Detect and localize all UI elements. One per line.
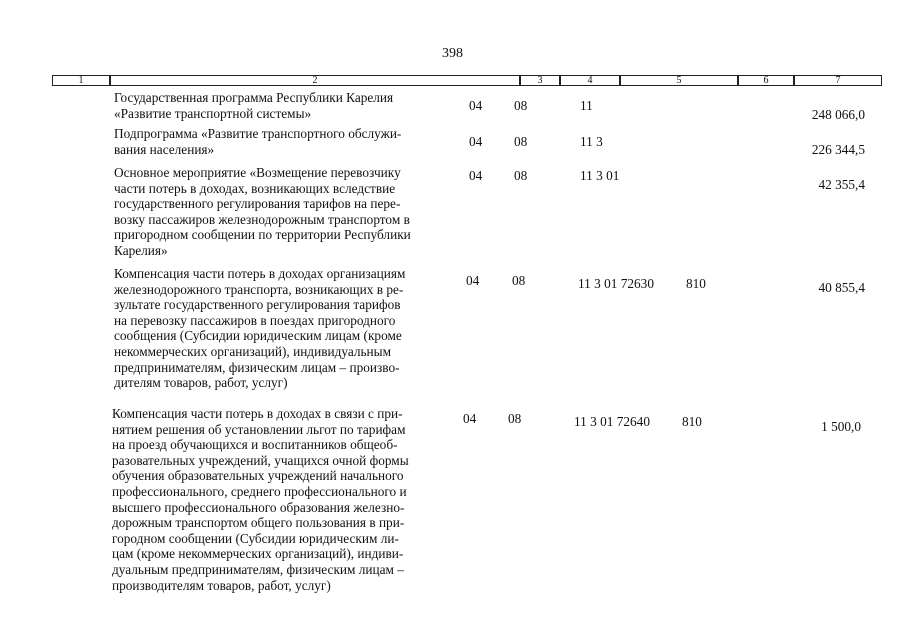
section-code: 04 [469,134,483,149]
header-col-7: 7 [794,75,882,86]
row-description: Основное мероприятие «Возмещение перевозчику части потерь в доходах, возникающих вследствие государственного регулирования тарифов на пере- возку пассажиров железнодорожным транспортом в пригородном сообщении по территории Республики Карелия» [114,165,411,258]
header-col-6: 6 [738,75,794,86]
page-number: 398 [442,46,463,61]
amount: 40 855,4 [818,280,865,295]
expense-type-code: 810 [686,276,706,291]
header-col-3: 3 [520,75,560,86]
amount: 1 500,0 [821,419,861,434]
subsection-code: 08 [508,411,522,426]
target-article-code: 11 3 01 72630 [578,276,654,291]
subsection-code: 08 [512,273,526,288]
row-description: Подпрограмма «Развитие транспортного обслужи- вания населения» [114,126,402,157]
expense-type-code: 810 [682,414,702,429]
section-code: 04 [466,273,480,288]
header-col-1: 1 [52,75,110,86]
row-description: Государственная программа Республики Карелия «Развитие транспортной системы» [114,90,394,121]
subsection-code: 08 [514,134,528,149]
subsection-code: 08 [514,98,528,113]
section-code: 04 [469,98,483,113]
section-code: 04 [463,411,477,426]
amount: 248 066,0 [811,107,865,122]
target-article-code: 11 3 01 [580,168,620,183]
amount: 226 344,5 [811,142,865,157]
target-article-code: 11 [580,98,593,113]
table-header [52,75,882,86]
row-description: Компенсация части потерь в доходах в связи с при- нятием решения об установлении льгот по тарифам на проезд обучающихся и воспитанников общеоб- разовательных учреждений, учащихся очной формы обучения образовательных учреждений начального профессионального, среднего профессионального и высшего профессионального образования железно- дорожным транспортом общего пользования в при- городном сообщении (Субсидии юридическим ли- цам (кроме некоммерческих организаций), индиви- дуальным предпринимателям, физическим лицам – производителям товаров, работ, услуг) [112,406,409,593]
subsection-code: 08 [514,168,528,183]
row-description: Компенсация части потерь в доходах организациям железнодорожного транспорта, возникающих в ре- зультате государственного регулирования тарифов на перевозку пассажиров в поездах пригородного сообщения (Субсидии юридическим лицам (кроме некоммерческих организаций), индивидуальным предпринимателям, физическим лицам – произво- дителям товаров, работ, услуг) [114,266,406,391]
header-col-4: 4 [560,75,620,86]
header-col-5: 5 [620,75,738,86]
target-article-code: 11 3 [580,134,603,149]
header-col-2: 2 [110,75,520,86]
amount: 42 355,4 [818,177,865,192]
section-code: 04 [469,168,483,183]
target-article-code: 11 3 01 72640 [574,414,650,429]
